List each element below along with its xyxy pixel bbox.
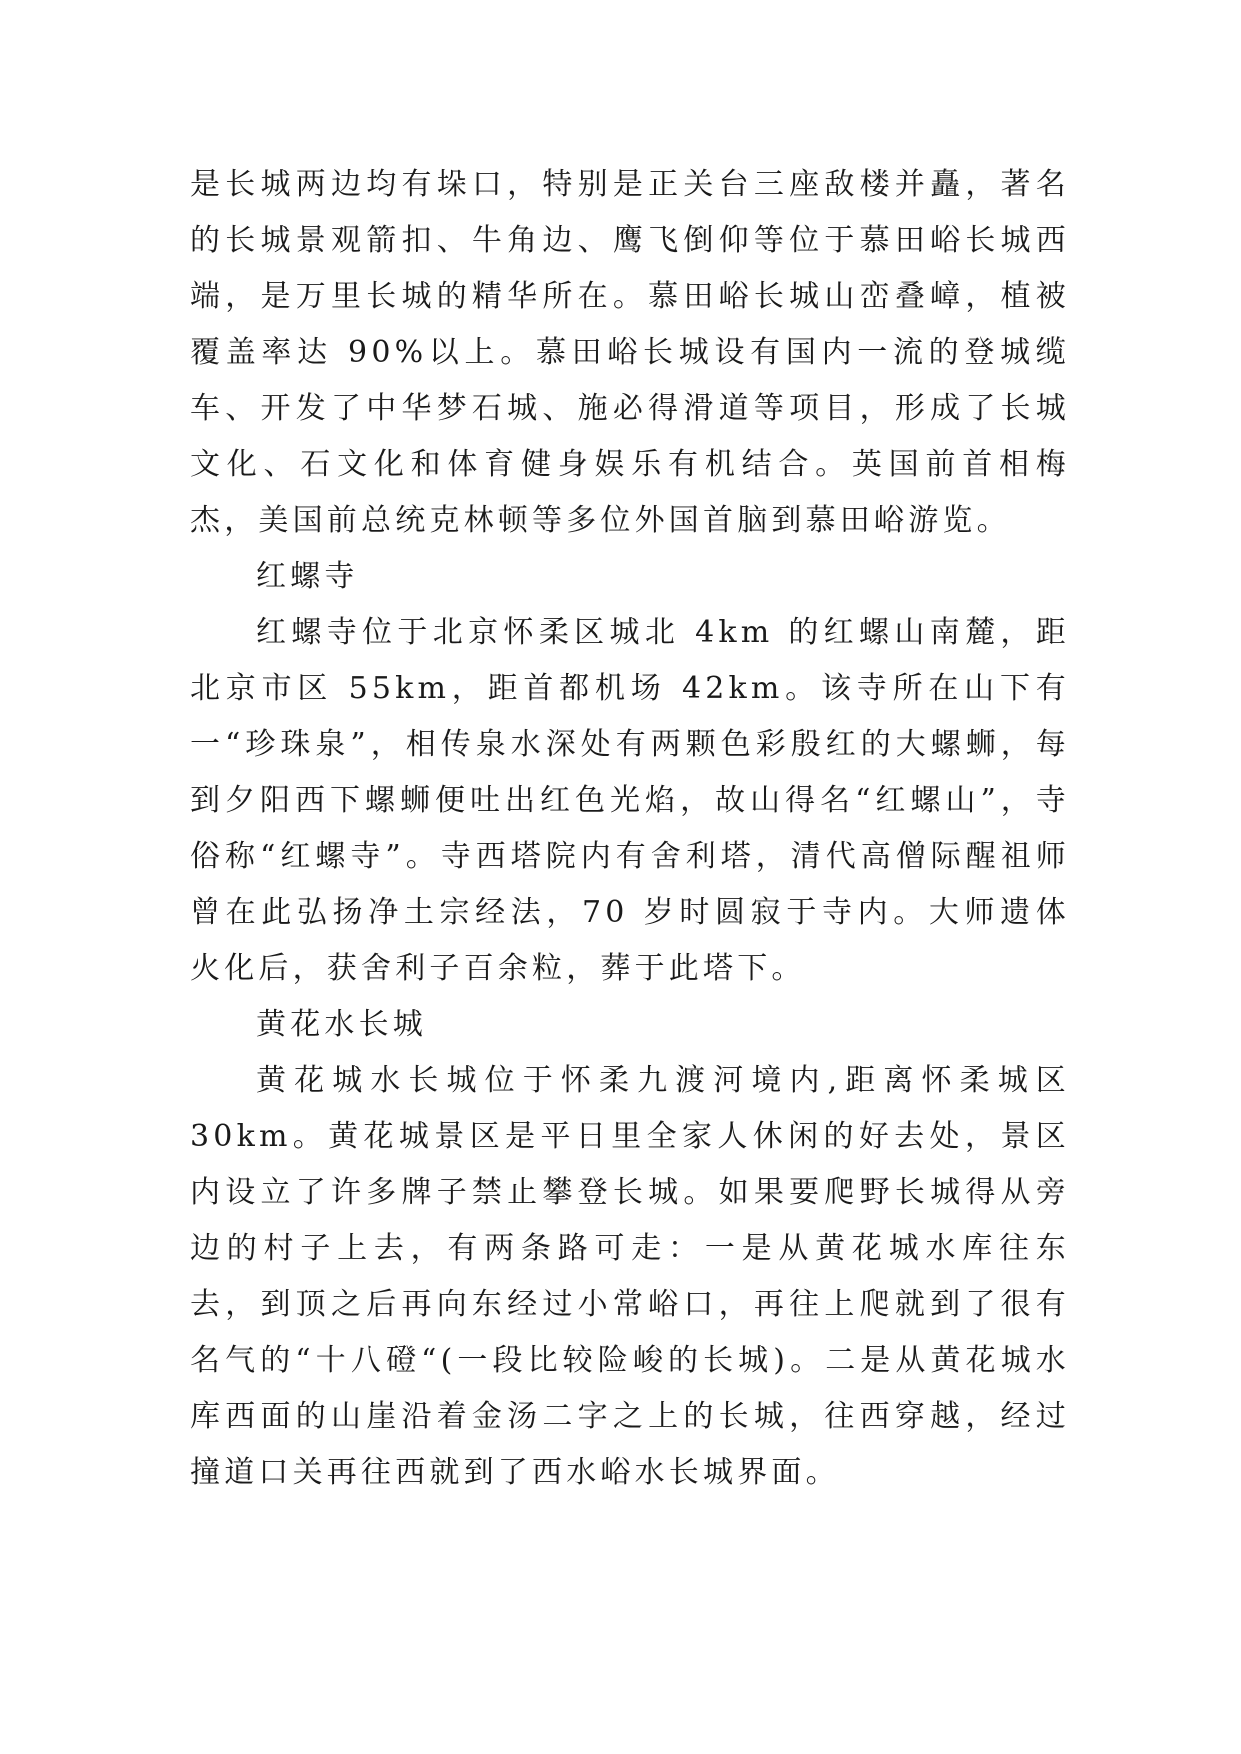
document-body (190, 157, 1070, 1501)
paragraph-hongluosi: 红螺寺位于北京怀柔区城北 4km 的红螺山南麓，距北京市区 55km，距首都机场 42km。该寺所在山下有一“珍珠泉”，相传泉水深处有两颗色彩殷红的大螺蛳，每到夕阳西下螺蛳便吐出红色光焰，故山得名“红螺山”，寺俗称“红螺寺”。寺西塔院内有舍利塔，清代高僧际醒祖师曾在此弘扬净土宗经法，70 岁时圆寂于寺内。大师遗体火化后，获舍利子百余粒，葬于此塔下。 (190, 615, 1070, 986)
paragraph-mutianyu-continued: 是长城两边均有垛口，特别是正关台三座敌楼并矗，著名的长城景观箭扣、牛角边、鹰飞倒仰等位于慕田峪长城西端，是万里长城的精华所在。慕田峪长城山峦叠嶂，植被覆盖率达 90%以上。慕田峪长城设有国内一流的登城缆车、开发了中华梦石城、施必得滑道等项目，形成了长城文化、石文化和体育健身娱乐有机结合。英国前首相梅杰，美国前总统克林顿等多位外国首脑到慕田峪游览。 (190, 167, 1070, 538)
paragraph-huanghuashui: 黄花城水长城位于怀柔九渡河境内,距离怀柔城区30km。黄花城景区是平日里全家人休闲的好去处，景区内设立了许多牌子禁止攀登长城。如果要爬野长城得从旁边的村子上去，有两条路可走：一是从黄花城水库往东去，到顶之后再向东经过小常峪口，再往上爬就到了很有名气的“十八磴“(一段比较险峻的长城)。二是从黄花城水库西面的山崖沿着金汤二字之上的长城，往西穿越，经过撞道口关再往西就到了西水峪水长城界面。 (190, 1063, 1070, 1490)
heading-hongluosi: 红螺寺 (256, 559, 359, 594)
heading-huanghuashui: 黄花水长城 (256, 1007, 427, 1042)
